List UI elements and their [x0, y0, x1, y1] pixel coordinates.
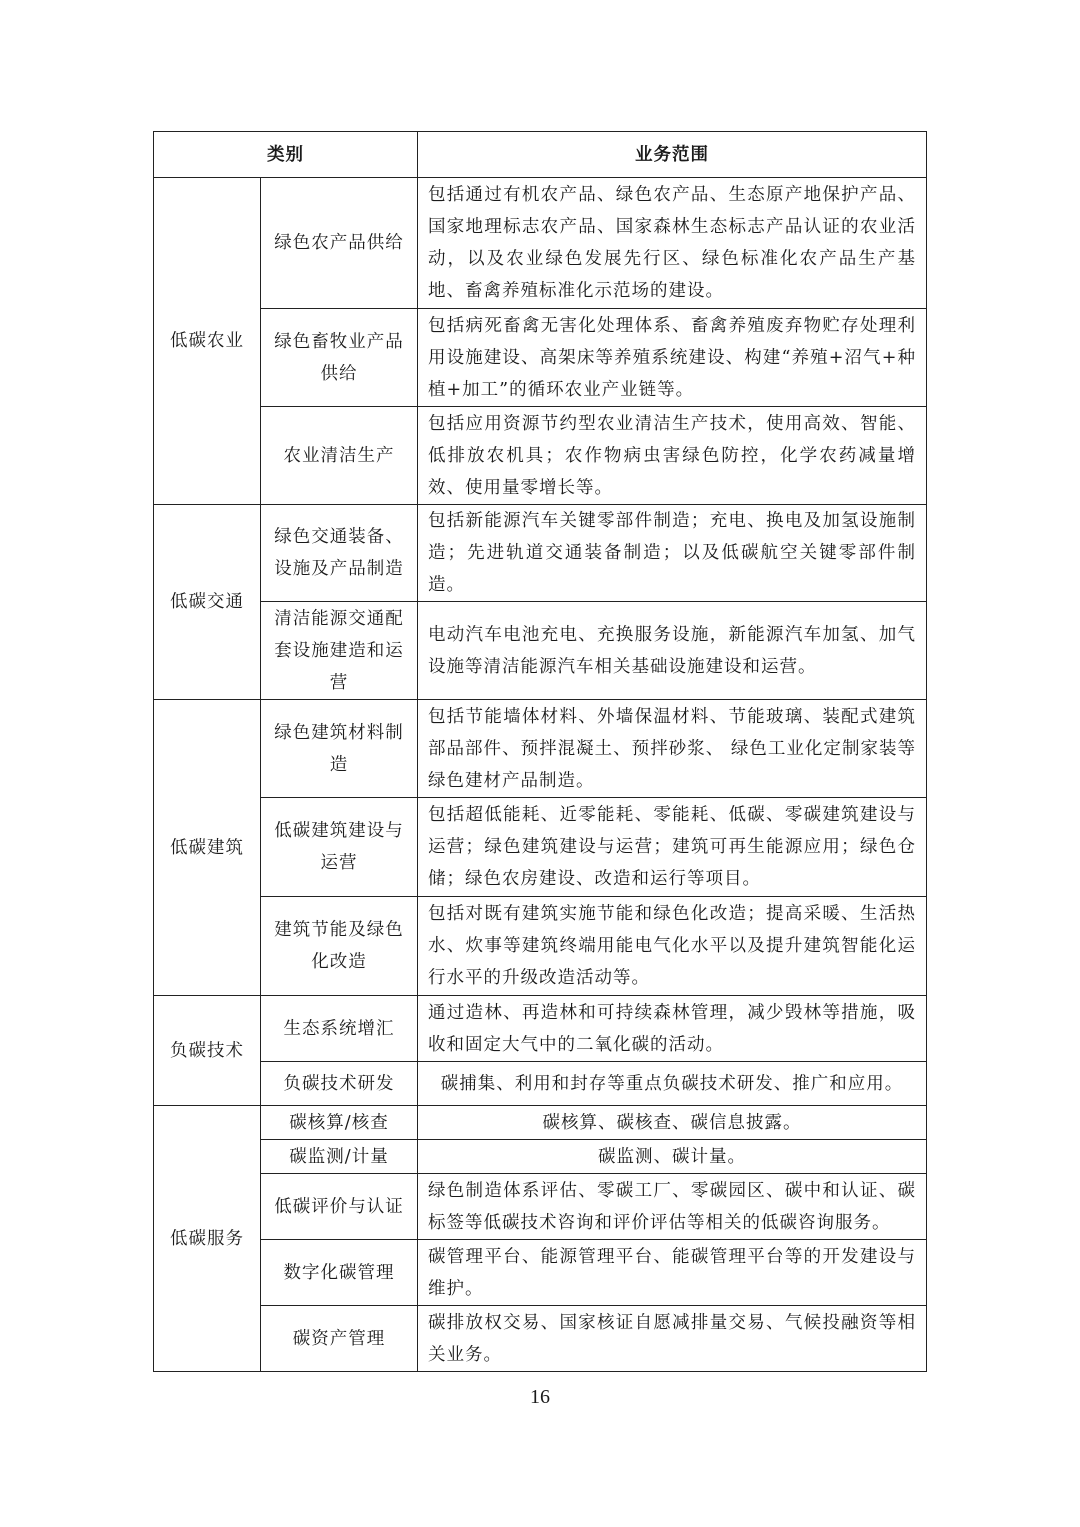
- scope-cell: 包括超低能耗、近零能耗、零能耗、低碳、零碳建筑建设与运营；绿色建筑建设与运营；建筑可再生能源应用；绿色仓储；绿色农房建设、改造和运行等项目。: [418, 798, 927, 897]
- table-row: [154, 700, 927, 798]
- scope-cell: 通过造林、再造林和可持续森林管理，减少毁林等措施，吸收和固定大气中的二氧化碳的活动。: [418, 996, 927, 1062]
- category-cell: 负碳技术: [154, 996, 261, 1106]
- header-scope: 业务范围: [418, 132, 927, 178]
- table-row: [154, 1174, 927, 1240]
- subcategory-cell: 建筑节能及绿色化改造: [261, 897, 418, 996]
- category-cell: 低碳服务: [154, 1106, 261, 1372]
- table-header-row: [154, 132, 927, 178]
- subcategory-cell: 低碳评价与认证: [261, 1174, 418, 1240]
- table-row: [154, 1106, 927, 1140]
- table-row: [154, 798, 927, 897]
- category-cell: 低碳建筑: [154, 700, 261, 996]
- scope-cell: 碳捕集、利用和封存等重点负碳技术研发、推广和应用。: [418, 1062, 927, 1106]
- table-row: [154, 1140, 927, 1174]
- category-cell: 低碳交通: [154, 505, 261, 700]
- subcategory-cell: 负碳技术研发: [261, 1062, 418, 1106]
- subcategory-cell: 绿色畜牧业产品供给: [261, 309, 418, 407]
- subcategory-cell: 低碳建筑建设与运营: [261, 798, 418, 897]
- subcategory-cell: 绿色建筑材料制造: [261, 700, 418, 798]
- subcategory-cell: 碳核算/核查: [261, 1106, 418, 1140]
- subcategory-cell: 农业清洁生产: [261, 407, 418, 505]
- scope-cell: 包括通过有机农产品、绿色农产品、生态原产地保护产品、国家地理标志农产品、国家森林生态标志产品认证的农业活动，以及农业绿色发展先行区、绿色标准化农产品生产基地、畜禽养殖标准化示范场的建设。: [418, 178, 927, 309]
- subcategory-cell: 碳资产管理: [261, 1306, 418, 1372]
- table-row: [154, 505, 927, 602]
- table-row: [154, 178, 927, 309]
- scope-cell: 包括新能源汽车关键零部件制造；充电、换电及加氢设施制造；先进轨道交通装备制造；以及低碳航空关键零部件制造。: [418, 505, 927, 602]
- scope-cell: 碳核算、碳核查、碳信息披露。: [418, 1106, 927, 1140]
- header-category: 类别: [154, 132, 418, 178]
- table-row: [154, 1240, 927, 1306]
- subcategory-cell: 绿色农产品供给: [261, 178, 418, 309]
- scope-cell: 碳管理平台、能源管理平台、能碳管理平台等的开发建设与维护。: [418, 1240, 927, 1306]
- subcategory-cell: 清洁能源交通配套设施建造和运营: [261, 602, 418, 700]
- subcategory-cell: 绿色交通装备、设施及产品制造: [261, 505, 418, 602]
- scope-cell: 碳排放权交易、国家核证自愿减排量交易、气候投融资等相关业务。: [418, 1306, 927, 1372]
- category-cell: 低碳农业: [154, 178, 261, 505]
- page-number: 16: [530, 1386, 550, 1408]
- table-row: [154, 1306, 927, 1372]
- table-row: [154, 1062, 927, 1106]
- table-row: [154, 407, 927, 505]
- subcategory-cell: 生态系统增汇: [261, 996, 418, 1062]
- business-scope-table: [153, 131, 927, 1372]
- table-row: [154, 602, 927, 700]
- scope-cell: 包括对既有建筑实施节能和绿色化改造；提高采暖、生活热水、炊事等建筑终端用能电气化水平以及提升建筑智能化运行水平的升级改造活动等。: [418, 897, 927, 996]
- scope-cell: 电动汽车电池充电、充换服务设施，新能源汽车加氢、加气设施等清洁能源汽车相关基础设施建设和运营。: [418, 602, 927, 700]
- subcategory-cell: 碳监测/计量: [261, 1140, 418, 1174]
- scope-cell: 碳监测、碳计量。: [418, 1140, 927, 1174]
- scope-cell: 包括应用资源节约型农业清洁生产技术，使用高效、智能、低排放农机具；农作物病虫害绿色防控，化学农药减量增效、使用量零增长等。: [418, 407, 927, 505]
- subcategory-cell: 数字化碳管理: [261, 1240, 418, 1306]
- scope-cell: 包括病死畜禽无害化处理体系、畜禽养殖废弃物贮存处理利用设施建设、高架床等养殖系统建设、构建“养殖+沼气+种植+加工”的循环农业产业链等。: [418, 309, 927, 407]
- table-row: [154, 996, 927, 1062]
- table-row: [154, 897, 927, 996]
- table-row: [154, 309, 927, 407]
- scope-cell: 绿色制造体系评估、零碳工厂、零碳园区、碳中和认证、碳标签等低碳技术咨询和评价评估等相关的低碳咨询服务。: [418, 1174, 927, 1240]
- scope-cell: 包括节能墙体材料、外墙保温材料、节能玻璃、装配式建筑部品部件、预拌混凝土、预拌砂浆、 绿色工业化定制家装等绿色建材产品制造。: [418, 700, 927, 798]
